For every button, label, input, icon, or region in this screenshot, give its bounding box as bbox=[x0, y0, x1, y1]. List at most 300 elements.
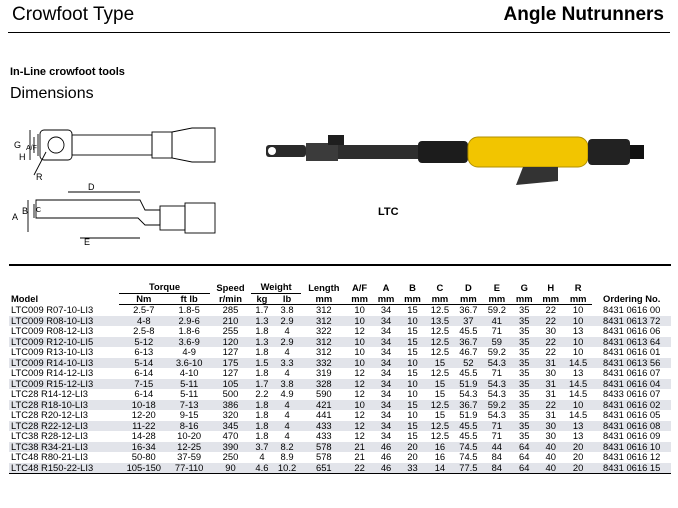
table-cell: 4 bbox=[284, 430, 290, 441]
col-a-unit: mm bbox=[373, 293, 399, 305]
table-cell: 1.3 bbox=[251, 337, 273, 348]
table-cell: 8.9 bbox=[280, 451, 294, 462]
table-cell: 84 bbox=[483, 463, 511, 474]
table-cell: 3.6-10 bbox=[168, 358, 210, 369]
table-cell: 8431 0616 06 bbox=[603, 325, 661, 336]
table-cell: 13.5 bbox=[426, 316, 454, 327]
table-cell: 45.5 bbox=[459, 325, 478, 336]
table-cell: 10 bbox=[407, 388, 418, 399]
table-cell: 8431 0613 72 bbox=[592, 316, 671, 327]
table-cell: 390 bbox=[210, 442, 251, 453]
table-cell: 319 bbox=[316, 367, 332, 378]
table-cell: 12.5 bbox=[430, 346, 450, 357]
table-cell: 10 bbox=[572, 346, 584, 357]
col-c: C bbox=[436, 281, 444, 293]
dim-label-r: R bbox=[36, 172, 43, 182]
angle-head-icon bbox=[306, 143, 338, 161]
model-cell: LTC28 R22-12-LI3 bbox=[9, 421, 119, 432]
table-cell: 22 bbox=[545, 346, 556, 357]
table-cell: 46 bbox=[373, 463, 399, 474]
table-cell: 12 bbox=[354, 430, 365, 441]
table-cell: 22 bbox=[537, 316, 563, 327]
table-cell: 10 bbox=[399, 316, 425, 327]
table-body bbox=[9, 305, 671, 474]
table-row bbox=[9, 442, 671, 453]
table-row bbox=[9, 389, 671, 400]
table-cell: 4 bbox=[259, 451, 265, 462]
table-cell: 1.8-6 bbox=[178, 325, 200, 336]
table-cell: 14-28 bbox=[131, 430, 156, 441]
table-cell: 10 bbox=[564, 316, 592, 327]
table-cell: 8431 0616 09 bbox=[603, 430, 661, 441]
table-cell: 590 bbox=[316, 388, 332, 399]
tool-end-top bbox=[172, 128, 215, 162]
crowfoot-opening-top bbox=[48, 137, 64, 153]
table-cell: 34 bbox=[380, 430, 392, 441]
table-cell: 35 bbox=[511, 316, 537, 327]
model-cell: LTC009 R14-12-LI3 bbox=[11, 367, 94, 378]
col-ordering: Ordering No. bbox=[603, 293, 661, 304]
table-cell: 15 bbox=[399, 421, 425, 432]
tool-rear-icon bbox=[588, 139, 630, 165]
table-cell: 36.7 bbox=[454, 337, 482, 348]
table-cell: 127 bbox=[222, 367, 239, 378]
table-cell: 10-18 bbox=[119, 400, 168, 411]
table-cell: 12 bbox=[354, 325, 365, 336]
lever-icon bbox=[516, 167, 558, 185]
col-weight-kg: kg bbox=[251, 293, 273, 305]
table-cell: 22 bbox=[537, 400, 563, 411]
table-cell: 51.9 bbox=[454, 379, 482, 390]
table-cell: 59.2 bbox=[487, 304, 506, 315]
table-cell: 578 bbox=[301, 442, 346, 453]
table-cell: 10 bbox=[407, 409, 418, 420]
table-row bbox=[9, 337, 671, 348]
table-cell: 120 bbox=[210, 337, 251, 348]
table-cell: 12.5 bbox=[430, 430, 450, 441]
table-cell: 20 bbox=[564, 463, 592, 474]
model-cell: LTC009 R08-12-LI3 bbox=[11, 325, 94, 336]
col-g: G bbox=[520, 281, 528, 293]
table-cell: 8431 0616 10 bbox=[592, 442, 671, 453]
table-cell: 1.8 bbox=[255, 409, 269, 420]
table-cell: 59.2 bbox=[483, 400, 511, 411]
table-cell: 45.5 bbox=[454, 421, 482, 432]
air-inlet-icon bbox=[630, 145, 644, 159]
table-cell: 20 bbox=[572, 451, 584, 462]
table-cell: 12-20 bbox=[131, 409, 156, 420]
table-cell: 1.3 bbox=[251, 316, 273, 327]
table-row bbox=[9, 347, 671, 358]
table-cell: 14.5 bbox=[564, 379, 592, 390]
table-cell: 10 bbox=[564, 400, 592, 411]
table-cell: 45.5 bbox=[459, 367, 478, 378]
table-cell: 34 bbox=[373, 337, 399, 348]
table-cell: 8433 0616 07 bbox=[603, 388, 661, 399]
table-cell: 8431 0616 05 bbox=[603, 409, 661, 420]
side-body bbox=[36, 200, 160, 225]
table-cell: 8431 0616 00 bbox=[603, 303, 661, 315]
table-cell: 84 bbox=[491, 451, 503, 462]
model-cell: LTC28 R18-10-LI3 bbox=[9, 400, 119, 411]
table-cell: 22 bbox=[545, 304, 556, 315]
col-d-unit: mm bbox=[454, 293, 482, 305]
model-cell: LTC009 R07-10-LI3 bbox=[11, 303, 94, 315]
table-cell: 10 bbox=[346, 400, 372, 411]
col-length-unit: mm bbox=[301, 293, 346, 305]
table-cell: 4 bbox=[284, 409, 290, 420]
dim-label-af: A/F bbox=[26, 145, 37, 152]
table-cell: 35 bbox=[511, 337, 537, 348]
model-cell: LTC009 R08-10-LI3 bbox=[9, 316, 119, 327]
table-cell: 12 bbox=[354, 367, 365, 378]
table-cell: 14.5 bbox=[569, 388, 588, 399]
table-cell: 46 bbox=[380, 451, 392, 462]
table-cell: 41 bbox=[483, 316, 511, 327]
side-end bbox=[185, 203, 215, 233]
table-cell: 37 bbox=[454, 316, 482, 327]
table-cell: 345 bbox=[210, 421, 251, 432]
table-cell: 1.7 bbox=[255, 304, 269, 315]
table-cell: 8431 0613 56 bbox=[592, 358, 671, 369]
table-cell: 4-9 bbox=[182, 346, 196, 357]
table-cell: 20 bbox=[399, 442, 425, 453]
table-cell: 312 bbox=[301, 337, 346, 348]
table-cell: 21 bbox=[346, 442, 372, 453]
table-cell: 2.9-6 bbox=[168, 316, 210, 327]
table-cell: 4-10 bbox=[179, 367, 199, 378]
table-row bbox=[9, 431, 671, 442]
table-cell: 12 bbox=[346, 379, 372, 390]
table-cell: 35 bbox=[519, 325, 530, 336]
table-cell: 45.5 bbox=[459, 430, 478, 441]
table-cell: 54.3 bbox=[487, 388, 506, 399]
table-cell: 74.5 bbox=[454, 442, 482, 453]
drive-housing-top bbox=[152, 132, 172, 158]
table-cell: 46.7 bbox=[459, 346, 478, 357]
table-cell: 34 bbox=[373, 358, 399, 369]
table-cell: 1.8 bbox=[251, 421, 273, 432]
table-row bbox=[9, 452, 671, 463]
table-cell: 4.6 bbox=[251, 463, 273, 474]
model-cell: LTC009 R15-12-LI3 bbox=[9, 379, 119, 390]
table-cell: 10.2 bbox=[273, 463, 301, 474]
table-row bbox=[9, 410, 671, 421]
table-cell: 64 bbox=[511, 463, 537, 474]
table-cell: 4 bbox=[284, 367, 290, 378]
table-cell: 285 bbox=[222, 304, 239, 315]
table-row bbox=[9, 421, 671, 432]
table-cell: 52 bbox=[454, 358, 482, 369]
table-cell: 54.3 bbox=[487, 409, 506, 420]
table-cell: 74.5 bbox=[459, 451, 478, 462]
table-cell: 36.7 bbox=[454, 400, 482, 411]
col-length: Length bbox=[308, 281, 340, 293]
table-cell: 16-34 bbox=[119, 442, 168, 453]
page-title-left: Crowfoot Type bbox=[12, 4, 135, 25]
table-cell: 37-59 bbox=[177, 451, 202, 462]
col-model: Model bbox=[11, 293, 39, 304]
table-cell: 8431 0616 15 bbox=[592, 463, 671, 474]
table-cell: 470 bbox=[222, 430, 239, 441]
table-cell: 433 bbox=[301, 421, 346, 432]
table-cell: 10 bbox=[346, 358, 372, 369]
dim-label-a: A bbox=[12, 212, 19, 222]
table-cell: 10 bbox=[564, 337, 592, 348]
table-cell: 71 bbox=[491, 325, 503, 336]
table-cell: 8431 0616 08 bbox=[592, 421, 671, 432]
table-cell: 15 bbox=[399, 337, 425, 348]
dimension-drawing bbox=[10, 120, 230, 255]
table-cell: 651 bbox=[301, 463, 346, 474]
col-h-unit: mm bbox=[537, 293, 563, 305]
table-cell: 1.7 bbox=[251, 379, 273, 390]
table-cell: 35 bbox=[511, 421, 537, 432]
col-a: A bbox=[382, 281, 390, 293]
table-cell: 46 bbox=[373, 442, 399, 453]
col-af-unit: mm bbox=[346, 293, 372, 305]
table-cell: 386 bbox=[210, 400, 251, 411]
table-cell: 14.5 bbox=[564, 358, 592, 369]
table-cell: 4.9 bbox=[280, 388, 294, 399]
table-cell: 5-11 bbox=[168, 379, 210, 390]
table-cell: 16 bbox=[426, 442, 454, 453]
motor-housing-icon bbox=[418, 141, 468, 163]
table-cell: 15 bbox=[407, 304, 418, 315]
table-cell: 322 bbox=[316, 325, 332, 336]
table-cell: 34 bbox=[380, 346, 392, 357]
table-cell: 332 bbox=[301, 358, 346, 369]
table-cell: 34 bbox=[373, 316, 399, 327]
col-e: E bbox=[493, 281, 500, 293]
table-cell: 90 bbox=[210, 463, 251, 474]
table-cell: 2.9 bbox=[273, 316, 301, 327]
table-cell: 8431 0616 02 bbox=[592, 400, 671, 411]
table-cell: 328 bbox=[301, 379, 346, 390]
table-cell: 7-15 bbox=[119, 379, 168, 390]
table-cell: 64 bbox=[511, 442, 537, 453]
table-cell: 36.7 bbox=[459, 304, 478, 315]
table-cell: 20 bbox=[407, 451, 418, 462]
table-cell: 13 bbox=[572, 325, 584, 336]
table-cell: 12.5 bbox=[430, 325, 450, 336]
table-cell: 10 bbox=[346, 337, 372, 348]
table-cell: 175 bbox=[210, 358, 251, 369]
table-cell: 312 bbox=[316, 304, 332, 315]
table-cell: 30 bbox=[537, 421, 563, 432]
dim-label-b: B bbox=[22, 206, 29, 216]
table-cell: 11-22 bbox=[119, 421, 168, 432]
table-cell: 2.9 bbox=[273, 337, 301, 348]
table-cell: 35 bbox=[519, 304, 530, 315]
table-cell: 15 bbox=[407, 346, 418, 357]
table-cell: 14 bbox=[426, 463, 454, 474]
table-cell: 8-16 bbox=[168, 421, 210, 432]
table-cell: 14.5 bbox=[569, 409, 588, 420]
table-cell: 20 bbox=[564, 442, 592, 453]
table-cell: 4 bbox=[273, 400, 301, 411]
table-cell: 15 bbox=[434, 388, 446, 399]
table-cell: 1.5 bbox=[251, 358, 273, 369]
table-cell: 51.9 bbox=[459, 409, 478, 420]
subtitle: In-Line crowfoot tools bbox=[10, 66, 125, 78]
table-cell: 13 bbox=[564, 421, 592, 432]
table-cell: 4 bbox=[284, 346, 290, 357]
col-torque-nm: Nm bbox=[119, 293, 168, 305]
table-cell: 71 bbox=[491, 430, 503, 441]
yellow-grip-icon bbox=[468, 137, 588, 167]
col-weight-lb: lb bbox=[273, 293, 301, 305]
table-cell: 127 bbox=[222, 346, 239, 357]
model-cell: LTC48 R80-21-LI3 bbox=[11, 451, 88, 462]
table-cell: 16 bbox=[434, 451, 446, 462]
dim-label-g: G bbox=[14, 140, 22, 150]
table-cell: 34 bbox=[373, 400, 399, 411]
table-cell: 31 bbox=[537, 358, 563, 369]
table-cell: 6-13 bbox=[134, 346, 154, 357]
table-cell: 31 bbox=[537, 379, 563, 390]
tool-photo bbox=[258, 125, 668, 195]
col-h: H bbox=[547, 281, 555, 293]
table-cell: 34 bbox=[373, 421, 399, 432]
table-cell: 15 bbox=[426, 358, 454, 369]
table-cell: 35 bbox=[511, 358, 537, 369]
table-cell: 54.3 bbox=[483, 358, 511, 369]
specifications-table bbox=[9, 264, 671, 474]
table-cell: 441 bbox=[316, 409, 332, 420]
table-cell: 8431 0616 07 bbox=[603, 367, 661, 378]
table-cell: 8431 0616 01 bbox=[603, 346, 661, 357]
table-cell: 22 bbox=[537, 337, 563, 348]
table-cell: 15 bbox=[399, 400, 425, 411]
table-cell: 34 bbox=[380, 367, 392, 378]
table-cell: 12 bbox=[346, 421, 372, 432]
table-cell: 40 bbox=[537, 463, 563, 474]
table-header-row-1 bbox=[9, 265, 671, 293]
table-cell: 2.5-7 bbox=[133, 304, 155, 315]
table-cell: 33 bbox=[399, 463, 425, 474]
extension-body-top bbox=[72, 135, 152, 155]
table-cell: 8431 0616 12 bbox=[603, 451, 661, 462]
table-cell: 34 bbox=[380, 388, 392, 399]
table-cell: 5-14 bbox=[119, 358, 168, 369]
angle-head-top-icon bbox=[328, 135, 344, 145]
crowfoot-opening-icon bbox=[268, 147, 276, 155]
table-cell: 35 bbox=[519, 346, 530, 357]
table-cell: 50-80 bbox=[131, 451, 156, 462]
table-cell: 35 bbox=[511, 400, 537, 411]
col-speed: Speed bbox=[216, 281, 245, 293]
table-cell: 15 bbox=[407, 367, 418, 378]
col-d: D bbox=[464, 281, 472, 293]
table-row bbox=[9, 305, 671, 316]
table-cell: 3.8 bbox=[273, 379, 301, 390]
table-cell: 433 bbox=[316, 430, 332, 441]
table-row bbox=[9, 368, 671, 379]
col-weight: Weight bbox=[251, 265, 301, 293]
table-cell: 12.5 bbox=[430, 367, 450, 378]
table-cell: 12-25 bbox=[168, 442, 210, 453]
table-cell: 3.6-9 bbox=[168, 337, 210, 348]
table-cell: 22 bbox=[346, 463, 372, 474]
table-cell: 15 bbox=[407, 430, 418, 441]
table-cell: 59.2 bbox=[487, 346, 506, 357]
table-cell: 31 bbox=[545, 409, 556, 420]
table-cell: 21 bbox=[354, 451, 365, 462]
col-torque-ftlb: ft lb bbox=[168, 293, 210, 305]
table-cell: 3.7 bbox=[251, 442, 273, 453]
table-cell: 7-13 bbox=[168, 400, 210, 411]
dim-label-d: D bbox=[88, 182, 95, 192]
table-cell: 105-150 bbox=[119, 463, 168, 474]
model-cell: LTC009 R14-10-LI3 bbox=[9, 358, 119, 369]
table-cell: 30 bbox=[545, 430, 556, 441]
side-housing bbox=[160, 206, 185, 230]
table-cell: 1.8 bbox=[255, 430, 269, 441]
col-r-unit: mm bbox=[564, 293, 592, 305]
dim-label-e: E bbox=[84, 237, 91, 247]
table-cell: 255 bbox=[222, 325, 239, 336]
table-cell: 12.5 bbox=[430, 304, 450, 315]
extension-tube-icon bbox=[338, 145, 418, 159]
table-cell: 30 bbox=[545, 367, 556, 378]
model-cell: LTC28 R14-12-LI3 bbox=[11, 388, 88, 399]
table-cell: 71 bbox=[491, 367, 503, 378]
table-cell: 12.5 bbox=[426, 400, 454, 411]
table-cell: 6-14 bbox=[134, 388, 154, 399]
header-divider bbox=[8, 32, 670, 33]
table-cell: 35 bbox=[519, 367, 530, 378]
table-cell: 1.8-5 bbox=[178, 304, 200, 315]
table-cell: 9-15 bbox=[179, 409, 199, 420]
table-cell: 2.5-8 bbox=[133, 325, 155, 336]
table-cell: 4-8 bbox=[119, 316, 168, 327]
table-row bbox=[9, 463, 671, 474]
table-cell: 71 bbox=[483, 421, 511, 432]
table-cell: 13 bbox=[572, 367, 584, 378]
photo-caption: LTC bbox=[378, 206, 399, 218]
table-cell: 15 bbox=[407, 325, 418, 336]
table-cell: 1.8 bbox=[251, 400, 273, 411]
table-cell: 34 bbox=[380, 325, 392, 336]
table-cell: 12.5 bbox=[426, 421, 454, 432]
col-g-unit: mm bbox=[511, 293, 537, 305]
col-b-unit: mm bbox=[399, 293, 425, 305]
dim-label-c: C bbox=[36, 207, 42, 214]
model-cell: LTC009 R13-10-LI3 bbox=[11, 346, 94, 357]
col-speed-unit: r/min bbox=[210, 293, 251, 305]
table-cell: 34 bbox=[373, 379, 399, 390]
model-cell: LTC38 R28-12-LI3 bbox=[11, 430, 88, 441]
table-cell: 15 bbox=[434, 409, 446, 420]
table-cell: 35 bbox=[519, 430, 530, 441]
table-cell: 40 bbox=[537, 442, 563, 453]
model-cell: LTC48 R150-22-LI3 bbox=[9, 463, 119, 474]
table-cell: 77-110 bbox=[168, 463, 210, 474]
table-cell: 34 bbox=[380, 409, 392, 420]
table-cell: 312 bbox=[301, 316, 346, 327]
table-cell: 500 bbox=[222, 388, 239, 399]
table-cell: 10 bbox=[399, 358, 425, 369]
table-cell: 1.8 bbox=[255, 367, 269, 378]
table-cell: 30 bbox=[545, 325, 556, 336]
col-b: B bbox=[409, 281, 416, 293]
table-cell: 10 bbox=[346, 316, 372, 327]
col-torque: Torque bbox=[119, 265, 210, 293]
table-cell: 15 bbox=[426, 379, 454, 390]
table-cell: 44 bbox=[483, 442, 511, 453]
table-cell: 12 bbox=[354, 409, 365, 420]
